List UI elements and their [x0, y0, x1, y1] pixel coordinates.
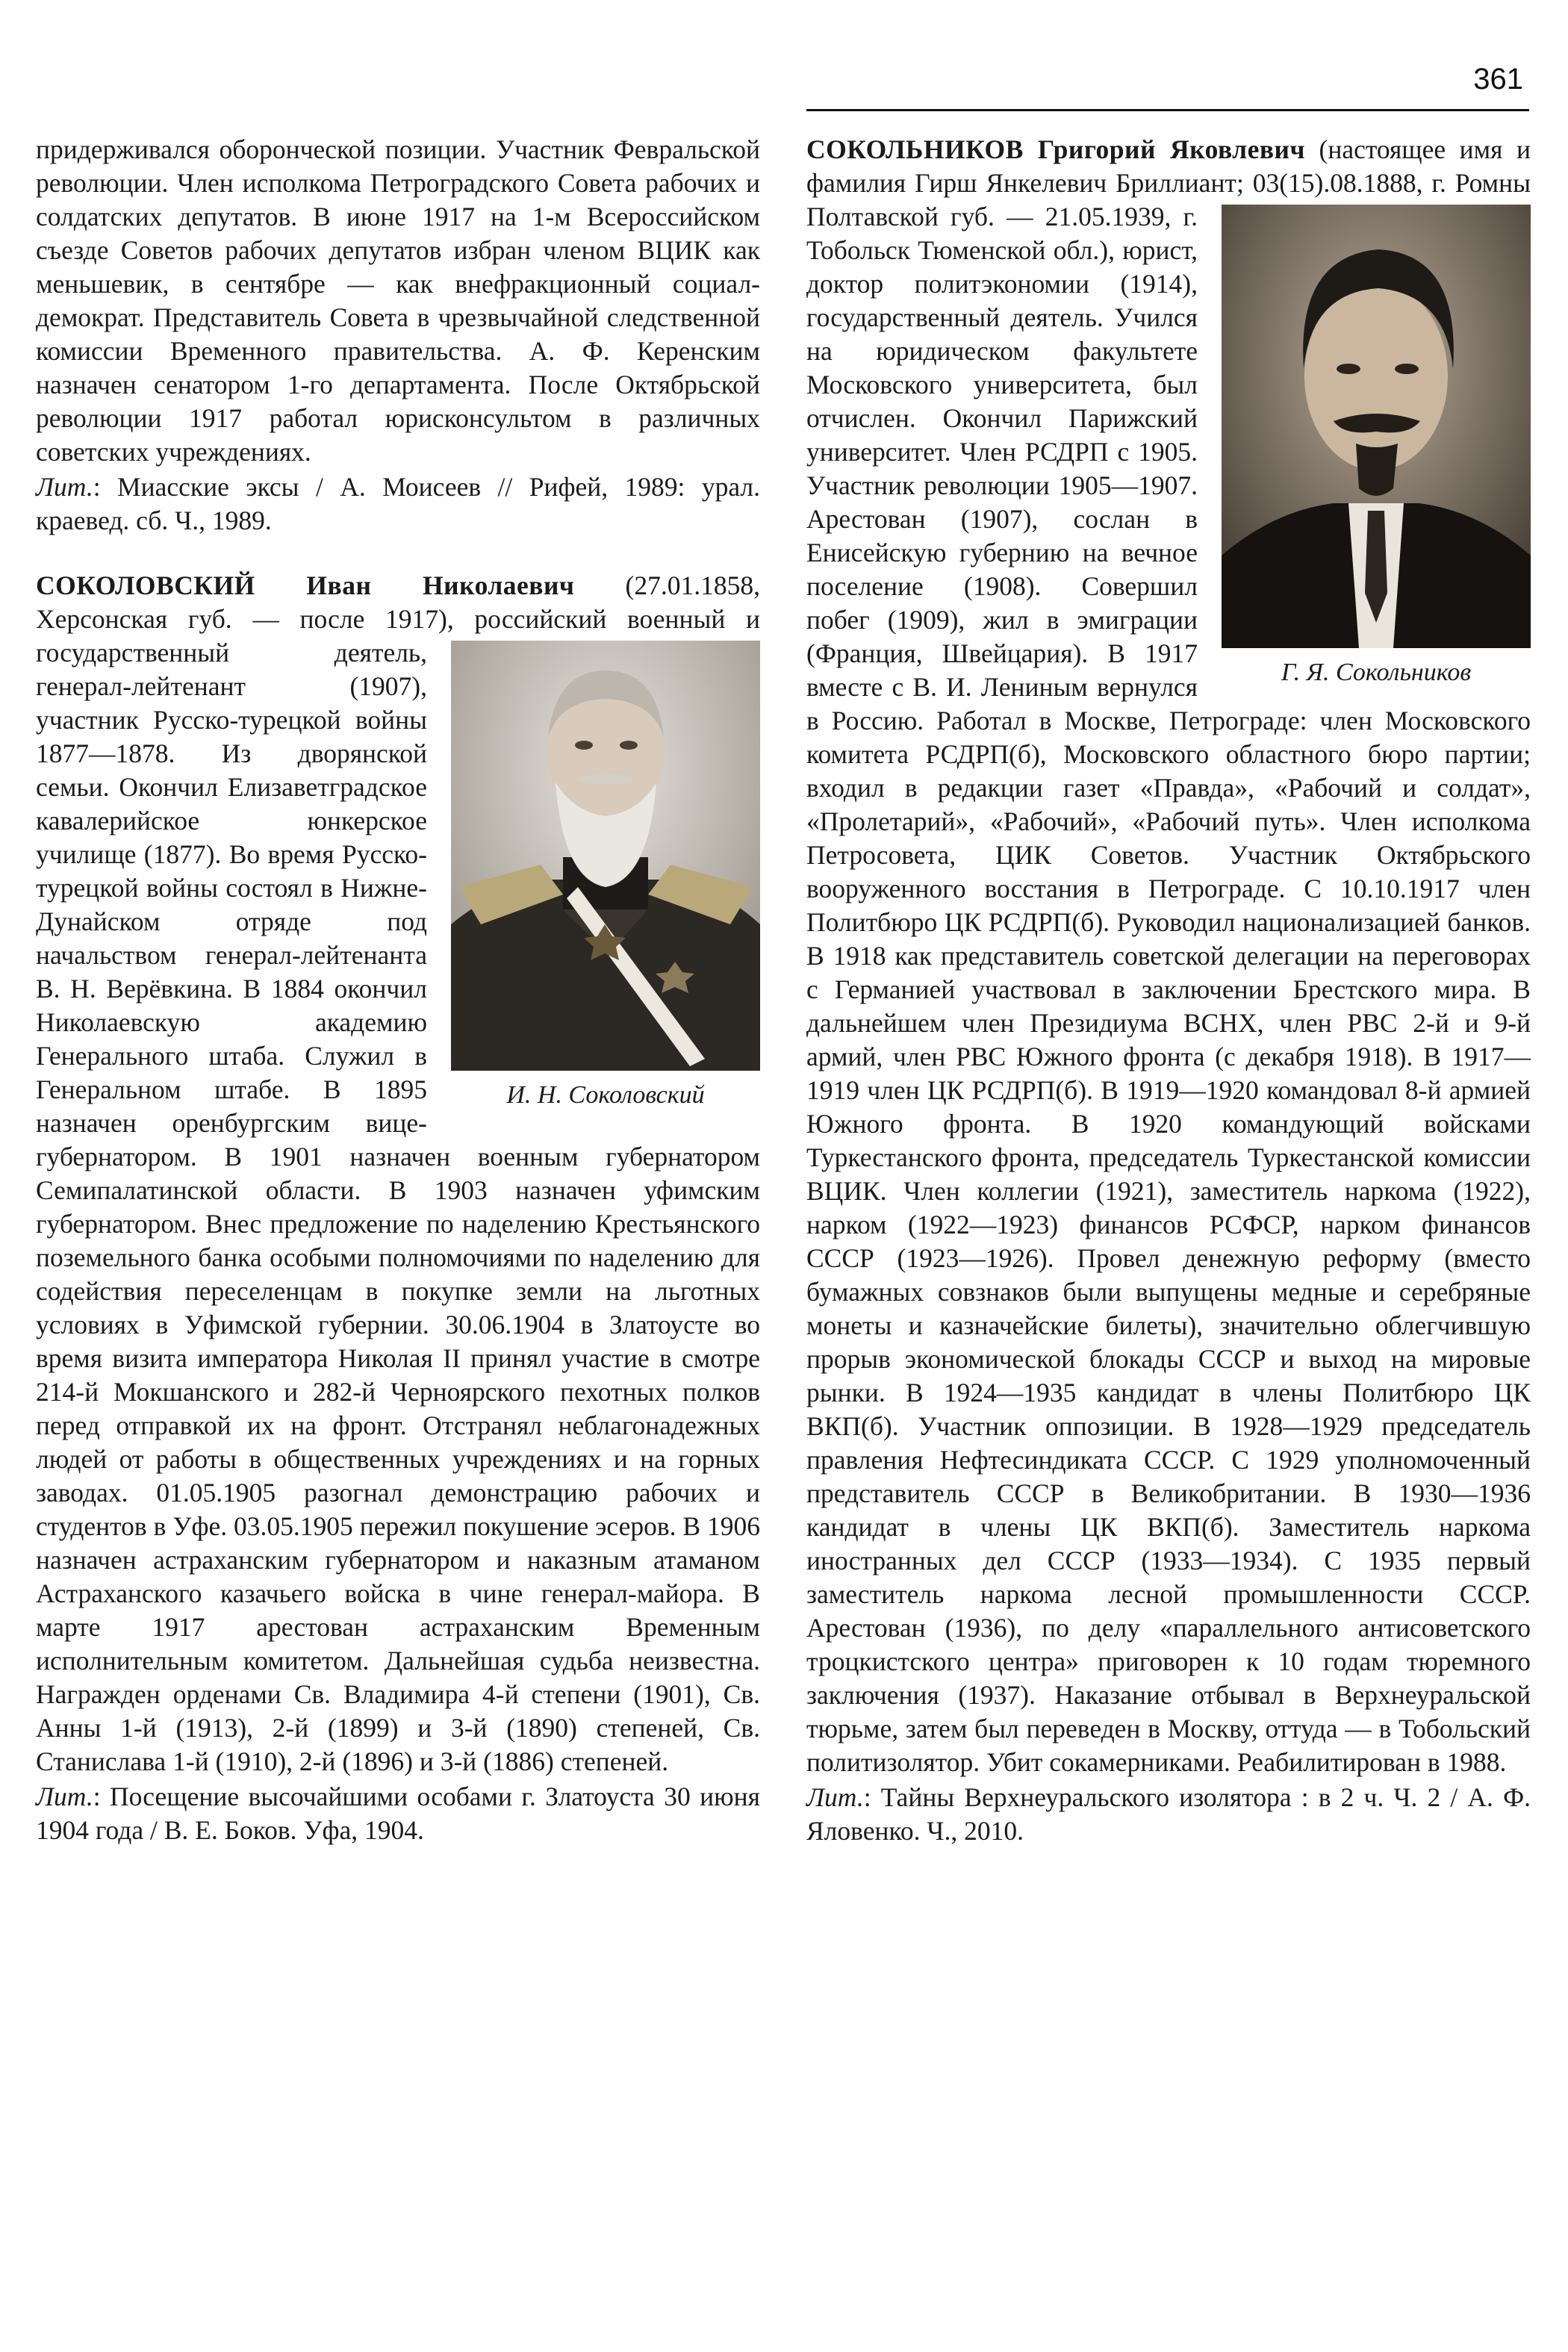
page-number: 361: [1473, 63, 1523, 96]
portrait-caption: И. Н. Соколовский: [506, 1081, 705, 1109]
entry-sokolnikov: [806, 133, 1531, 1848]
lit-text: : Посещение высочайшими особами г. Златоуста 30 июня 1904 года / В. Е. Боков. Уфа, 1904.: [36, 1782, 760, 1845]
entry-text-rest: военный и государственный деятель, генерал-лейтенант (1907), участник Русско-турецкой войны 1877—1878. Из дворянской семьи. Окончил Елизаветградское кавалерийское юнкерское училище (1877). Во время Русско-турецкой войны состоял в Нижне-Дунайском отряде под начальством генерал-лейтенанта В. Н. Верёвкина. В 1884 окончил Николаевскую академию Генерального штаба. Служил в Генеральном штабе. В 1895 назначен оренбургским вице-губернатором. В 1901 назначен военным губернатором Семипалатинской области. В 1903 назначен уфимским губернатором. Внес предложение по наделению Крестьянского поземельного банка особыми полномочиями по наделению для содействия переселенцам в покупке земли на льготных условиях в Уфимской губернии. 30.06.1904 в Златоусте во время визита императора Николая II принял участие в смотре 214-й Мокшанского и 282-й Черноярского пехотных полков перед отправкой их на фронт. Отстранял неблагонадежных людей от работы в общественных учреждениях и на горных заводах. 01.05.1905 разогнал демонстрацию рабочих и студентов в Уфе. 03.05.1905 пережил покушение эсеров. В 1906 назначен астраханским губернатором и наказным атаманом Астраханского казачьего войска в чине генерал-майора. В марте 1917 арестован астраханским Временным исполнительным комитетом. Дальнейшая судьба неизвестна. Награжден орденами Св. Владимира 4-й степени (1901), Св. Анны 1-й (1913), 2-й (1899) и 3-й (1890) степеней, Св. Станислава 1-й (1910), 2-й (1896) и 3-й (1886) степеней.: [36, 604, 760, 1776]
entry-heading: СОКОЛОВСКИЙ Иван Николаевич: [36, 570, 575, 600]
lit-label: Лит.: [806, 1782, 864, 1812]
portrait-figure-sokolnikov: [1222, 205, 1531, 688]
entry-sokolovsky: [36, 569, 760, 1847]
entry-paragraph: [806, 133, 1531, 1779]
portrait-photo-sokolovsky: [451, 641, 760, 1071]
portrait-figure-sokolovsky: [451, 641, 760, 1111]
entry-literature: [36, 1780, 760, 1847]
entry-text-lead: (27.01.1858, Херсонская губ. — после 1917), российский: [36, 570, 760, 634]
intro-literature: [36, 470, 760, 538]
portrait-photo-sokolnikov: [1222, 205, 1531, 648]
lit-text: : Миасские эксы / А. Моисеев // Рифей, 1989: урал. краевед. сб. Ч., 1989.: [36, 472, 760, 535]
entry-literature: [806, 1781, 1531, 1848]
intro-paragraph: придерживался оборончеcкой позиции. Участник Февральской революции. Член исполкома Петроградского Совета рабочих и солдатских депутатов. В июне 1917 на 1-м Всероссийском съезде Советов рабочих депутатов избран членом ВЦИК как меньшевик, в сентябре — как внефракционный социал-демократ. Представитель Совета в чрезвычайной следственной комиссии Временного правительства. А. Ф. Керенским назначен сенатором 1-го департамента. После Октябрьской революции 1917 работал юрисконсультом в различных советских учреждениях.: [36, 134, 760, 467]
entry-text-lead: (настоящее имя и фамилия Гирш Янкелевич Бриллиант;: [806, 134, 1531, 198]
lit-label: Лит.: [36, 1782, 93, 1811]
header-rule: [806, 109, 1529, 111]
lit-label: Лит.: [36, 472, 93, 502]
entry-text-rest: 03(15).08.1888, г. Ромны Полтавской губ. — 21.05.1939, г. Тобольск Тюменской обл.), юрист, доктор политэкономии (1914), государственный деятель. Учился на юридическом факультете Московского университета, был отчислен. Окончил Парижский университет. Член РСДРП с 1905. Участник революции 1905—1907. Арестован (1907), сослан в Енисейскую губернию на вечное поселение (1908). Совершил побег (1909), жил в эмиграции (Франция, Швейцария). В 1917 вместе с В. И. Лениным вернулся в Россию. Работал в Москве, Петрограде: член Московского комитета РСДРП(б), Московского областного бюро партии; входил в редакции газет «Правда», «Рабочий и солдат», «Пролетарий», «Рабочий», «Рабочий путь». Член исполкома Петросовета, ЦИК Советов. Участник Октябрьского вооруженного восстания в Петрограде. С 10.10.1917 член Политбюро ЦК РСДРП(б). Руководил национализацией банков. В 1918 как представитель советской делегации на переговорах с Германией участвовал в заключении Брестского мира. В дальнейшем член Президиума ВСНХ, член РВС 2-й и 9-й армий, член РВС Южного фронта (с декабря 1918). В 1917—1919 член ЦК РСДРП(б). В 1919—1920 командовал 8-й армией Южного фронта. В 1920 командующий войсками Туркестанского фронта, председатель Туркестанской комиссии ВЦИК. Член коллегии (1921), заместитель наркома (1922), нарком (1922—1923) финансов РСФСР, нарком финансов СССР (1923—1926). Провел денежную реформу (вместо бумажных совзнаков были выпущены медные и серебряные монеты и казначейские билеты), значительно облегчившую прорыв экономической блокады СССР и выход на мировые рынки. В 1924—1935 кандидат в члены Политбюро ЦК ВКП(б). Участник оппозиции. В 1928—1929 председатель правления Нефтесиндиката СССР. С 1929 уполномоченный представитель СССР в Великобритании. В 1930—1936 кандидат в члены ЦК ВКП(б). Заместитель наркома иностранных дел СССР (1933—1934). С 1935 первый заместитель наркома лесной промышленности СССР. Арестован (1936), по делу «параллельного антисоветского троцкистского центра» приговорен к 10 годам тюремного заключения (1937). Наказание отбывал в Верхнеуральской тюрьме, затем был переведен в Москву, оттуда — в Тобольский политизолятор. Убит сокамерниками. Реабилитирован в 1988.: [806, 168, 1531, 1777]
right-column: [806, 133, 1531, 1848]
entry-heading: СОКОЛЬНИКОВ Григорий Яковлевич: [806, 134, 1305, 164]
entry-paragraph: [36, 569, 760, 1779]
left-column: [36, 133, 760, 1847]
portrait-caption: Г. Я. Сокольников: [1281, 659, 1472, 686]
lit-text: : Тайны Верхнеуральского изолятора : в 2 ч. Ч. 2 / А. Ф. Яловенко. Ч., 2010.: [806, 1782, 1531, 1846]
